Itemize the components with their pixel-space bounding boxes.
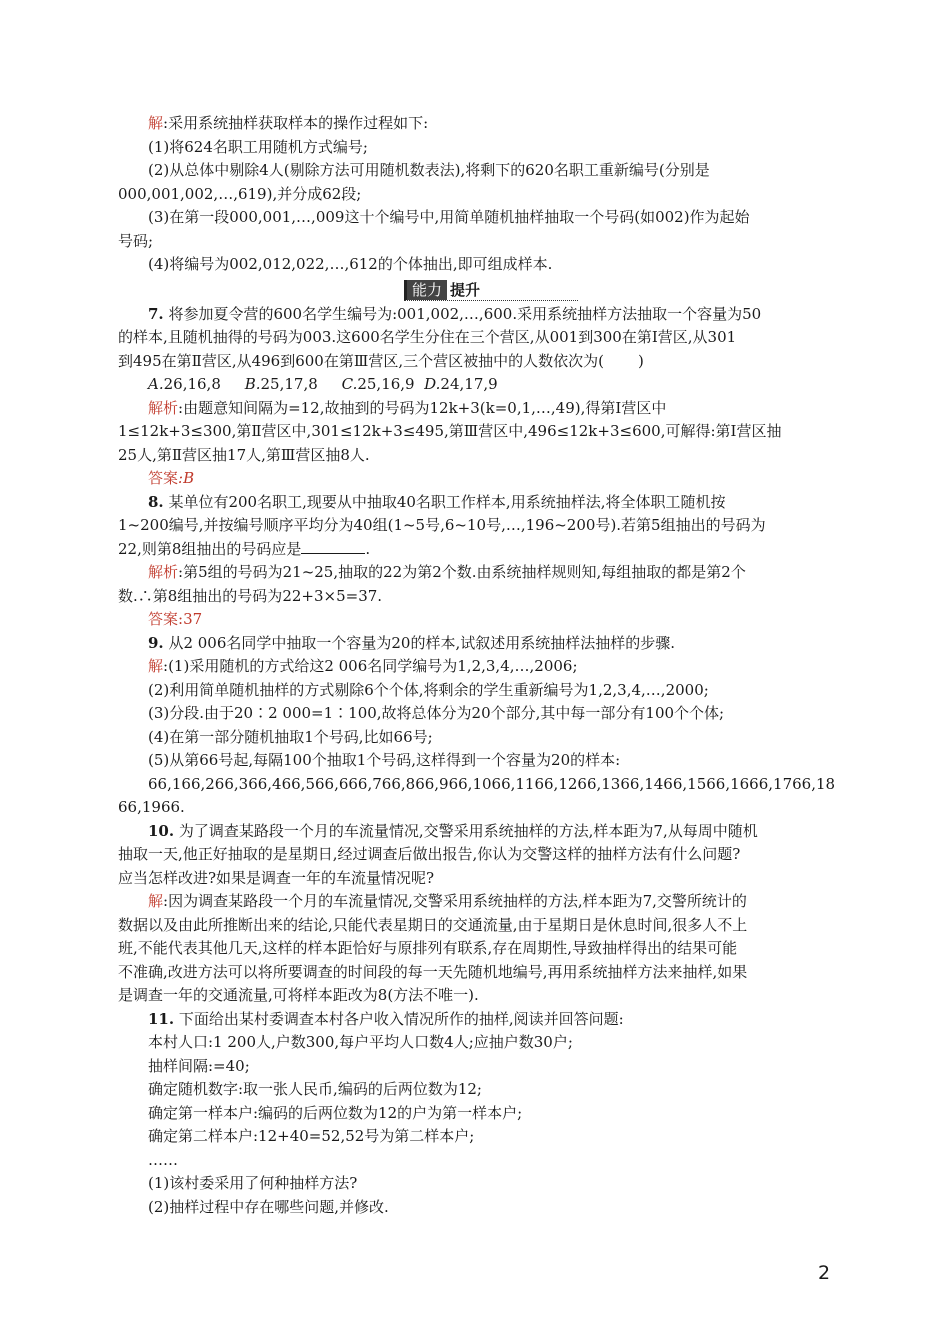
analysis-line: 25人,第Ⅱ营区抽17人,第Ⅲ营区抽8人. bbox=[118, 445, 370, 464]
analysis-line: 解析:第5组的号码为21~25,抽取的22为第2个数.由系统抽样规则知,每组抽取的都是第2个 bbox=[148, 563, 746, 581]
question-line: (2)抽样过程中存在哪些问题,并修改. bbox=[148, 1197, 389, 1216]
analysis-label: 解析 bbox=[148, 398, 179, 417]
solution-line: (1)将624名职工用随机方式编号; bbox=[148, 137, 368, 156]
question-line: 到495在第Ⅱ营区,从496到600在第Ⅲ营区,三个营区被抽中的人数依次为( ) bbox=[118, 351, 644, 370]
solution-line: (2)利用简单随机抽样的方式剔除6个个体,将剩余的学生重新编号为1,2,3,4,…,2000; bbox=[148, 680, 709, 699]
solution-line: 解:采用系统抽样获取样本的操作过程如下: bbox=[148, 114, 429, 132]
question-options bbox=[118, 373, 834, 397]
section-heading-wrap bbox=[404, 280, 578, 301]
option-b-label: B. bbox=[244, 375, 261, 393]
question-line: 确定第一样本户:编码的后两位数为12的户为第一样本户; bbox=[148, 1103, 523, 1122]
answer-line bbox=[118, 467, 834, 491]
analysis-line: 数.∴第8组抽出的号码为22+3×5=37. bbox=[118, 586, 383, 605]
analysis-line: 解析:由题意知间隔为=12,故抽到的号码为12k+3(k=0,1,…,49),得第Ⅰ营区中 bbox=[148, 398, 667, 417]
solution-line: 数据以及由此所推断出来的结论,只能代表星期日的交通流量,由于星期日是休息时间,很多人不上 bbox=[118, 915, 748, 934]
solution-line: 班,不能代表其他几天,这样的样本距恰好与原排列有联系,存在周期性,导致抽样得出的结果可能 bbox=[118, 939, 738, 957]
section-heading-box: 能力 bbox=[404, 280, 447, 300]
answer-value: :37 bbox=[178, 610, 203, 628]
question-line: 本村人口:1 200人,户数300,每户平均人口数4人;应抽户数30户; bbox=[148, 1033, 573, 1051]
solution-line: 66,166,266,366,466,566,666,766,866,966,1066,1166,1266,1366,1466,1566,1666,1766,18 bbox=[148, 774, 836, 793]
document-body bbox=[118, 112, 834, 1219]
question-number: 9. bbox=[148, 633, 164, 652]
solution-line: (4)在第一部分随机抽取1个号码,比如66号; bbox=[148, 727, 433, 746]
option-d-label: D. bbox=[424, 375, 441, 393]
solution-line: (2)从总体中剔除4人(剔除方法可用随机数表法),将剩下的620名职工重新编号(分别是 bbox=[148, 161, 710, 179]
solution-line: 66,1966. bbox=[118, 798, 185, 816]
question-11: 11. 下面给出某村委调查本村各户收入情况所作的抽样,阅读并回答问题: bbox=[148, 1009, 624, 1028]
question-line: 的样本,且随机抽得的号码为003.这600名学生分住在三个营区,从001到300在第Ⅰ营区,从301 bbox=[118, 328, 737, 346]
solution-label: 解 bbox=[148, 114, 164, 132]
answer-label: 答案 bbox=[148, 469, 179, 487]
answer-line bbox=[118, 608, 834, 632]
option-b-text: 25,17,8 bbox=[260, 375, 318, 393]
section-heading bbox=[118, 279, 834, 301]
question-number: 8. bbox=[148, 492, 164, 511]
solution-line: (4)将编号为002,012,022,…,612的个体抽出,即可组成样本. bbox=[148, 255, 553, 273]
solution-line: 解:(1)采用随机的方式给这2 006名同学编号为1,2,3,4,…,2006; bbox=[148, 657, 578, 675]
answer-value: :B bbox=[178, 469, 195, 487]
question-9: 9. 从2 006名同学中抽取一个容量为20的样本,试叙述用系统抽样法抽样的步骤. bbox=[148, 633, 676, 652]
option-a-label: A. bbox=[148, 375, 164, 393]
solution-line: 不准确,改进方法可以将所要调查的时间段的每一天先随机地编号,再用系统抽样方法来抽样,如果 bbox=[118, 962, 748, 981]
question-line: 确定第二样本户:12+40=52,52号为第二样本户; bbox=[148, 1127, 475, 1145]
question-line: 1~200编号,并按编号顺序平均分为40组(1~5号,6~10号,…,196~200号).若第5组抽出的号码为 bbox=[118, 516, 766, 534]
solution-line: (5)从第66号起,每隔100个抽取1个号码,这样得到一个容量为20的样本: bbox=[148, 751, 621, 769]
fill-blank bbox=[301, 539, 365, 554]
answer-label: 答案 bbox=[148, 610, 179, 628]
option-c-label: C. bbox=[341, 375, 358, 393]
question-line: 确定随机数字:取一张人民币,编码的后两位数为12; bbox=[148, 1080, 482, 1098]
question-number: 7. bbox=[148, 304, 164, 323]
page-number: 2 bbox=[818, 1262, 831, 1284]
solution-label: 解 bbox=[148, 892, 164, 910]
question-line: 22,则第8组抽出的号码应是 . bbox=[118, 539, 371, 558]
question-number: 10. bbox=[148, 821, 175, 840]
question-8: 8. 某单位有200名职工,现要从中抽取40名职工作样本,用系统抽样法,将全体职工随机按 bbox=[148, 492, 726, 511]
question-line: …… bbox=[148, 1150, 178, 1169]
solution-line: 是调查一年的交通流量,可将样本距改为8(方法不唯一). bbox=[118, 986, 479, 1004]
question-line: (1)该村委采用了何种抽样方法? bbox=[148, 1174, 358, 1192]
solution-label: 解 bbox=[148, 657, 164, 675]
option-a-text: 26,16,8 bbox=[163, 375, 221, 393]
question-line: 抽取一天,他正好抽取的是星期日,经过调查后做出报告,你认为交警这样的抽样方法有什么问题? bbox=[118, 845, 741, 863]
solution-line: 000,001,002,…,619),并分成62段; bbox=[118, 184, 362, 203]
solution-line: (3)在第一段000,001,…,009这十个编号中,用简单随机抽样抽取一个号码(如002)作为起始 bbox=[148, 208, 750, 226]
solution-line: 号码; bbox=[118, 231, 154, 250]
question-line: 应当怎样改进?如果是调查一年的车流量情况呢? bbox=[118, 868, 435, 887]
solution-line: 解:因为调查某路段一个月的车流量情况,交警采用系统抽样的方法,样本距为7,交警所统计的 bbox=[148, 892, 747, 910]
question-line: 抽样间隔:=40; bbox=[148, 1056, 250, 1075]
question-number: 11. bbox=[148, 1009, 175, 1028]
analysis-line: 1≤12k+3≤300,第Ⅱ营区中,301≤12k+3≤495,第Ⅲ营区中,496≤12k+3≤600,可解得:第Ⅰ营区抽 bbox=[118, 422, 782, 440]
analysis-label: 解析 bbox=[148, 563, 179, 581]
option-c-text: 25,16,9 bbox=[357, 375, 415, 393]
solution-line: (3)分段.由于20∶2 000=1∶100,故将总体分为20个部分,其中每一部分有100个个体; bbox=[148, 704, 725, 722]
section-heading-tail: 提升 bbox=[450, 280, 481, 299]
question-10: 10. 为了调查某路段一个月的车流量情况,交警采用系统抽样的方法,样本距为7,从每周中随机 bbox=[148, 821, 758, 840]
question-7: 7. 将参加夏令营的600名学生编号为:001,002,…,600.采用系统抽样方法抽取一个容量为50 bbox=[148, 304, 762, 323]
option-d-text: 24,17,9 bbox=[440, 375, 498, 393]
